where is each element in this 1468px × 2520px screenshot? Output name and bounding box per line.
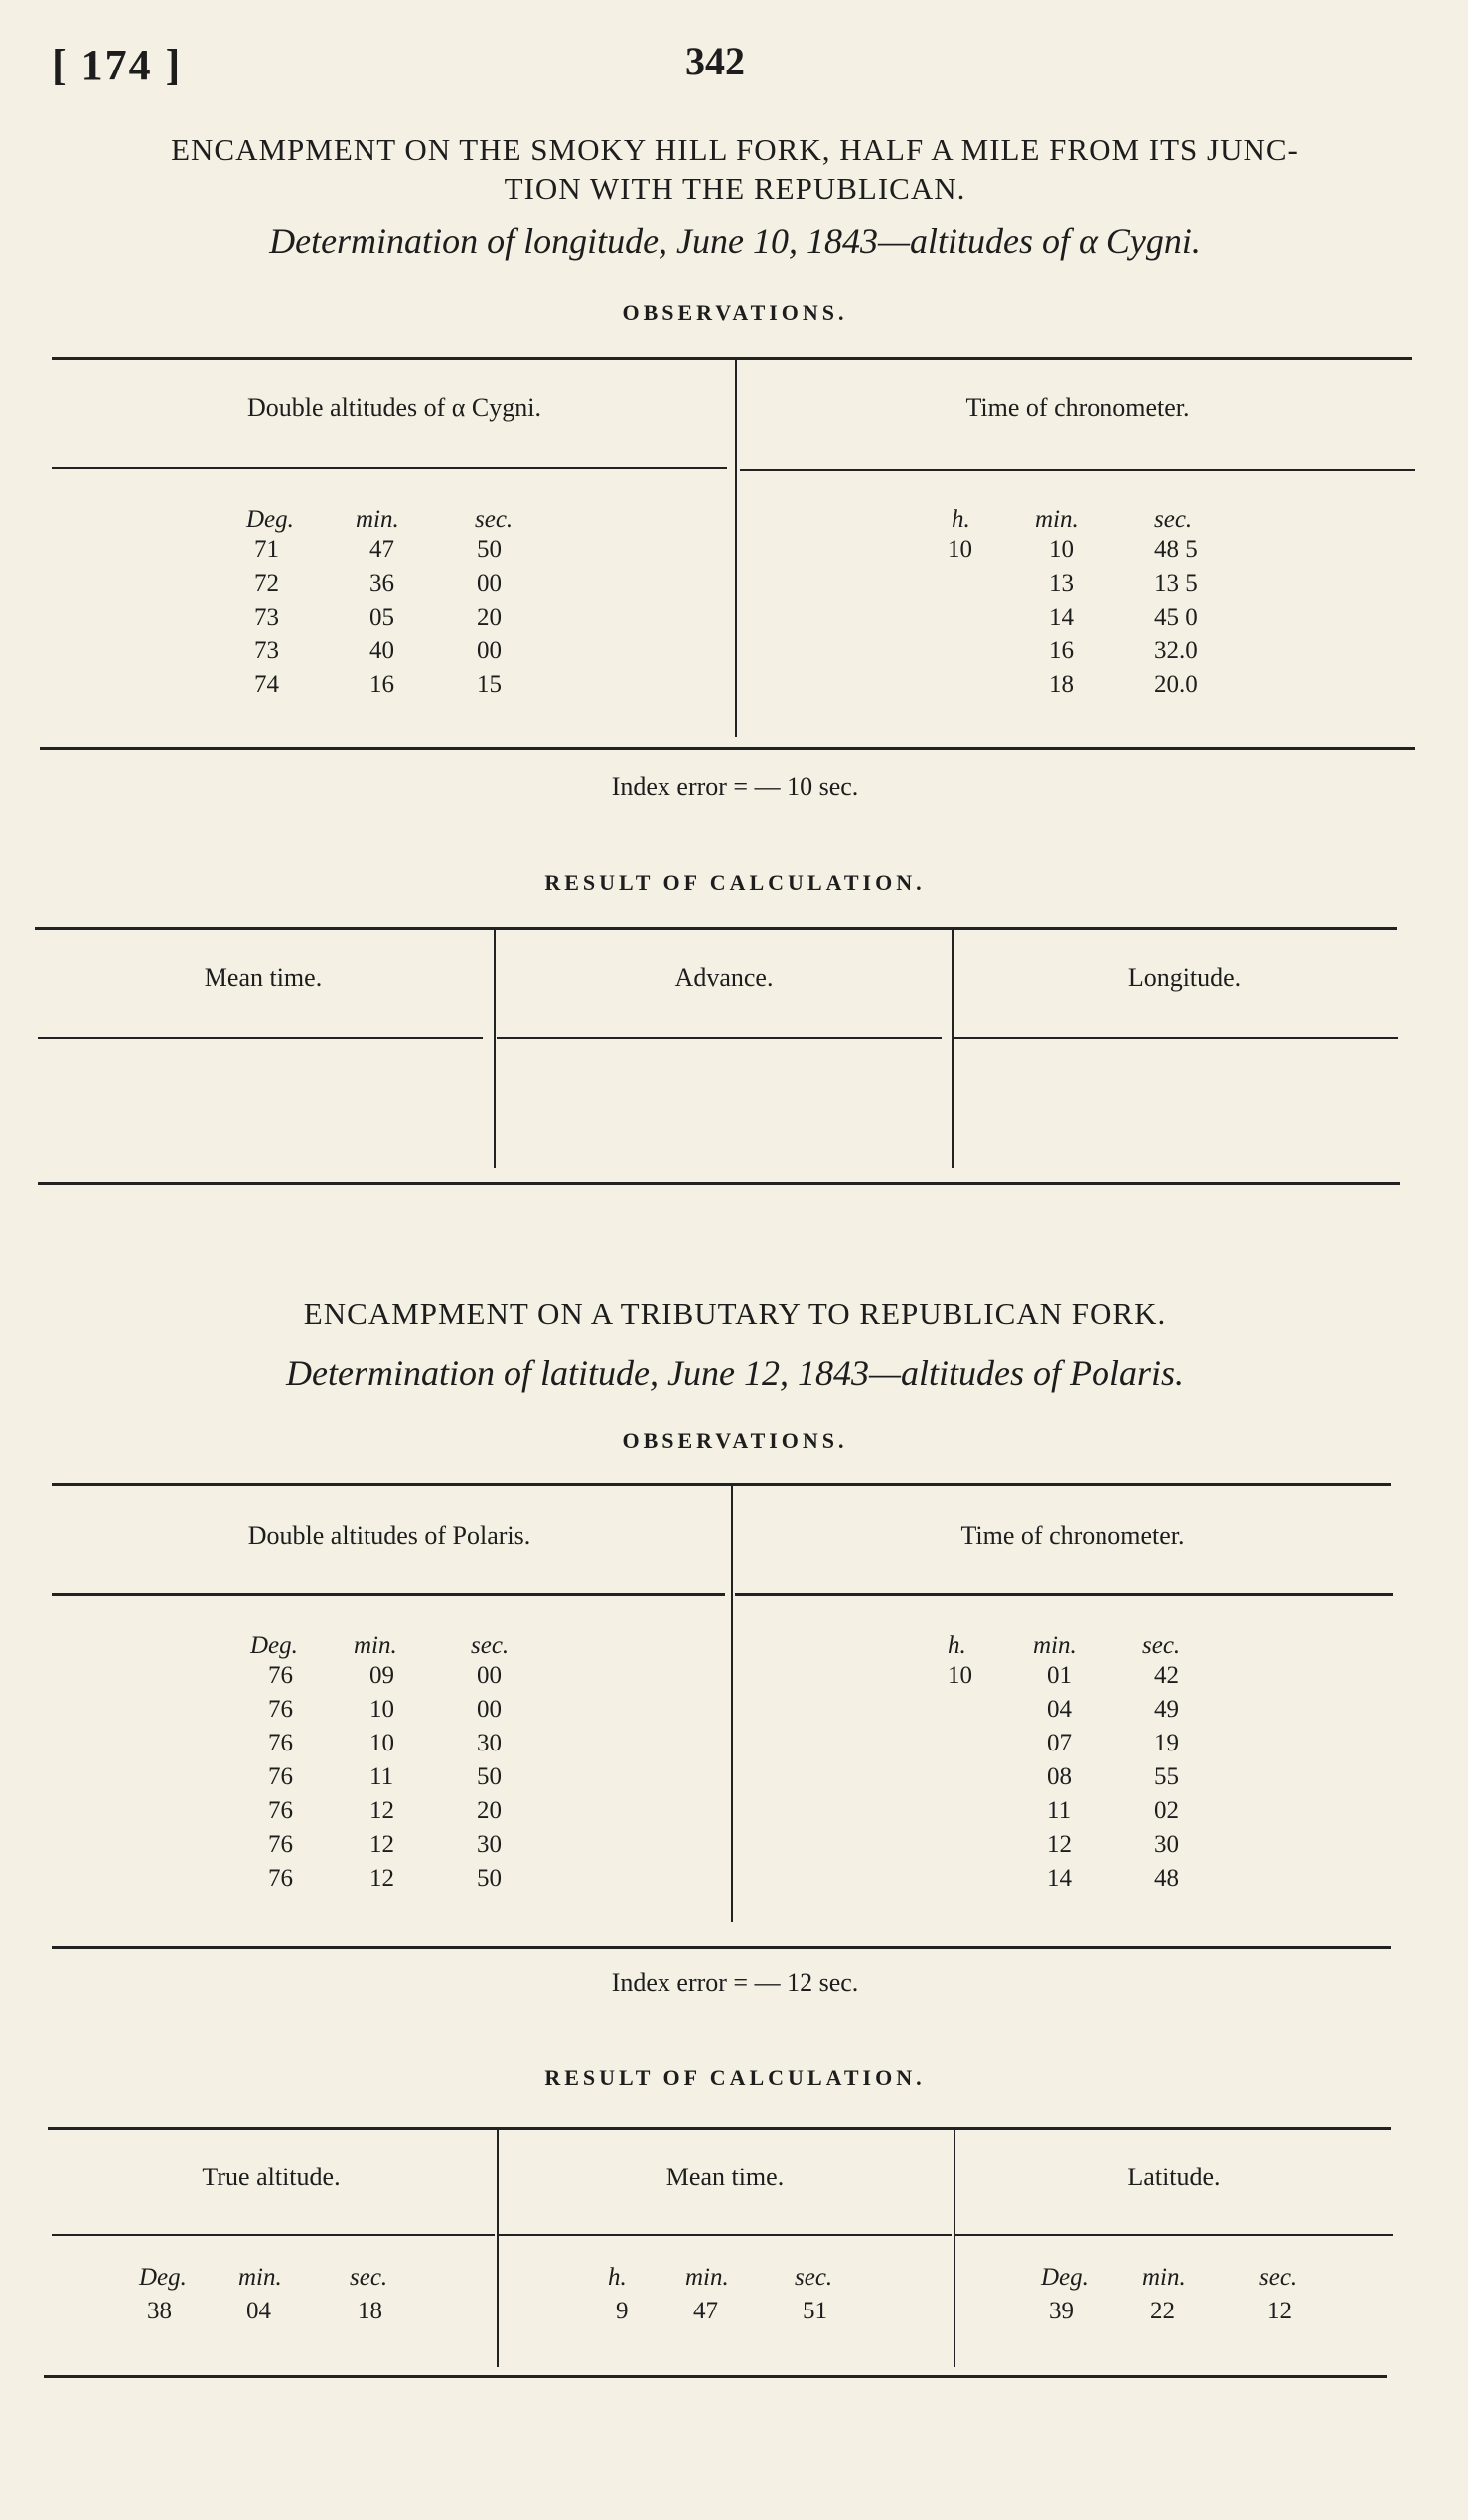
- section2-heading: ENCAMPMENT ON A TRIBUTARY TO REPUBLICAN FORK.: [303, 1296, 1167, 1330]
- s1-col-left-header: Double altitudes of α Cygni.: [247, 393, 541, 422]
- s1-left-header-rule: [52, 467, 727, 469]
- s2-left-cell-r1-c1: 10: [369, 1696, 394, 1723]
- s1-col-right-header: Time of chronometer.: [965, 393, 1190, 422]
- s1-left-cell-r2-c0: 73: [254, 604, 279, 630]
- s2-result-unit-g1-2: sec.: [795, 2264, 833, 2291]
- s1-left-cell-r2-c1: 05: [369, 604, 394, 630]
- s2-result-value-g2-2: 12: [1267, 2298, 1292, 2324]
- s2-result-header-rule-2: [499, 2234, 952, 2236]
- s1-right-cell-r4-c2: 20.0: [1154, 671, 1198, 698]
- s2-col-left-header: Double altitudes of Polaris.: [247, 1521, 531, 1550]
- s2-result-unit-g2-2: sec.: [1259, 2264, 1298, 2291]
- s1-right-header-rule: [740, 469, 1415, 471]
- s2-result-header-rule-3: [955, 2234, 1393, 2236]
- s2-col-right-header: Time of chronometer.: [960, 1521, 1185, 1550]
- s2-result-value-g0-1: 04: [246, 2298, 271, 2324]
- s2-left-cell-r3-c0: 76: [268, 1763, 293, 1790]
- s2-left-cell-r5-c1: 12: [369, 1831, 394, 1858]
- s1-left-cell-r1-c0: 72: [254, 570, 279, 597]
- s2-result-value-g0-2: 18: [358, 2298, 382, 2324]
- s2-index-error: Index error = — 12 sec.: [611, 1968, 859, 1997]
- s2-result-header-rule-1: [52, 2234, 495, 2236]
- s2-left-cell-r2-c2: 30: [477, 1730, 502, 1756]
- s2-left-cell-r6-c2: 50: [477, 1865, 502, 1891]
- s1-result-header-rule-3: [954, 1037, 1398, 1039]
- s1-left-cell-r2-c2: 20: [477, 604, 502, 630]
- s1-left-cell-r4-c2: 15: [477, 671, 502, 698]
- s2-left-cell-r5-c2: 30: [477, 1831, 502, 1858]
- s2-right-unit-h: h.: [948, 1632, 966, 1659]
- s1-left-cell-r3-c1: 40: [369, 637, 394, 664]
- s2-result-value-g1-1: 47: [693, 2298, 718, 2324]
- s1-result-label: RESULT OF CALCULATION.: [544, 870, 926, 895]
- s2-left-cell-r0-c0: 76: [268, 1662, 293, 1689]
- section1-heading: [40, 131, 1430, 209]
- s2-right-cell-r1-c2: 49: [1154, 1696, 1179, 1723]
- s1-left-cell-r0-c2: 50: [477, 536, 502, 563]
- s2-left-cell-r4-c1: 12: [369, 1797, 394, 1824]
- s2-result-unit-g0-0: Deg.: [139, 2264, 187, 2291]
- s2-right-cell-r0-c1: 01: [1047, 1662, 1072, 1689]
- s1-left-cell-r4-c1: 16: [369, 671, 394, 698]
- s1-right-unit-h: h.: [952, 506, 970, 533]
- s1-table-divider: [735, 359, 737, 737]
- s1-left-cell-r3-c2: 00: [477, 637, 502, 664]
- s2-left-cell-r3-c2: 50: [477, 1763, 502, 1790]
- s2-table-top-rule: [52, 1483, 1391, 1486]
- section1-heading-line2: TION WITH THE REPUBLICAN.: [504, 170, 966, 206]
- s2-right-header-rule: [735, 1593, 1393, 1596]
- s2-left-cell-r2-c0: 76: [268, 1730, 293, 1756]
- s2-result-unit-g1-0: h.: [608, 2264, 627, 2291]
- s2-table-bottom-rule: [52, 1946, 1391, 1949]
- s1-result-header-rule-2: [497, 1037, 942, 1039]
- s1-result-header-longitude: Longitude.: [1127, 963, 1242, 992]
- s1-left-cell-r4-c0: 74: [254, 671, 279, 698]
- s2-left-cell-r6-c0: 76: [268, 1865, 293, 1891]
- s2-right-cell-r3-c2: 55: [1154, 1763, 1179, 1790]
- s2-result-value-g1-0: 9: [616, 2298, 629, 2324]
- s1-right-cell-r0-c0: 10: [948, 536, 972, 563]
- page-bracket-number: [ 174 ]: [52, 41, 183, 89]
- s1-table-bottom-rule: [40, 747, 1415, 750]
- section2-subheading: Determination of latitude, June 12, 1843—altitudes of Polaris.: [286, 1353, 1184, 1393]
- s1-left-unit-sec: sec.: [475, 506, 514, 533]
- s1-table-top-rule: [52, 357, 1412, 360]
- s2-left-cell-r0-c1: 09: [369, 1662, 394, 1689]
- s2-left-unit-min: min.: [354, 1632, 397, 1659]
- s1-right-cell-r4-c1: 18: [1049, 671, 1074, 698]
- s2-result-unit-g2-0: Deg.: [1041, 2264, 1089, 2291]
- s2-result-value-g0-0: 38: [147, 2298, 172, 2324]
- s2-right-cell-r5-c2: 30: [1154, 1831, 1179, 1858]
- s2-result-header-true-altitude: True altitude.: [202, 2163, 341, 2191]
- s2-left-header-rule: [52, 1593, 725, 1596]
- s1-left-cell-r1-c1: 36: [369, 570, 394, 597]
- s2-right-cell-r3-c1: 08: [1047, 1763, 1072, 1790]
- s2-left-cell-r6-c1: 12: [369, 1865, 394, 1891]
- s1-right-cell-r2-c2: 45 0: [1154, 604, 1198, 630]
- s1-result-top-rule: [35, 927, 1397, 930]
- s2-left-cell-r1-c0: 76: [268, 1696, 293, 1723]
- s2-result-unit-g0-2: sec.: [350, 2264, 388, 2291]
- s2-right-cell-r0-c2: 42: [1154, 1662, 1179, 1689]
- s2-result-header-latitude: Latitude.: [1127, 2163, 1221, 2191]
- s2-result-header-mean-time: Mean time.: [665, 2163, 785, 2191]
- s2-left-cell-r2-c1: 10: [369, 1730, 394, 1756]
- s1-result-header-rule-1: [38, 1037, 483, 1039]
- s2-result-top-rule: [48, 2127, 1391, 2130]
- s2-right-unit-min: min.: [1033, 1632, 1077, 1659]
- section1-observations-label: OBSERVATIONS.: [622, 300, 848, 325]
- s2-right-cell-r4-c2: 02: [1154, 1797, 1179, 1824]
- s2-result-label: RESULT OF CALCULATION.: [544, 2065, 926, 2090]
- s2-result-unit-g0-1: min.: [238, 2264, 282, 2291]
- s2-left-unit-sec: sec.: [471, 1632, 510, 1659]
- s2-right-cell-r1-c1: 04: [1047, 1696, 1072, 1723]
- s2-result-unit-g2-1: min.: [1142, 2264, 1186, 2291]
- s1-left-cell-r0-c0: 71: [254, 536, 279, 563]
- s2-left-cell-r0-c2: 00: [477, 1662, 502, 1689]
- s2-left-cell-r4-c0: 76: [268, 1797, 293, 1824]
- s1-right-cell-r1-c2: 13 5: [1154, 570, 1198, 597]
- s1-right-cell-r0-c1: 10: [1049, 536, 1074, 563]
- section2-observations-label: OBSERVATIONS.: [622, 1428, 848, 1453]
- s1-result-bottom-rule: [38, 1182, 1400, 1185]
- s2-result-bottom-rule: [44, 2375, 1387, 2378]
- s1-left-cell-r0-c1: 47: [369, 536, 394, 563]
- s1-left-unit-min: min.: [356, 506, 399, 533]
- s1-right-cell-r3-c1: 16: [1049, 637, 1074, 664]
- s2-left-cell-r4-c2: 20: [477, 1797, 502, 1824]
- s1-result-divider-1: [494, 929, 496, 1168]
- s1-right-unit-sec: sec.: [1154, 506, 1193, 533]
- s1-left-cell-r1-c2: 00: [477, 570, 502, 597]
- s1-result-header-advance: Advance.: [674, 963, 774, 992]
- section1-subheading: Determination of longitude, June 10, 1843—altitudes of α Cygni.: [269, 221, 1201, 261]
- s2-result-value-g2-0: 39: [1049, 2298, 1074, 2324]
- s2-right-cell-r6-c2: 48: [1154, 1865, 1179, 1891]
- s1-right-cell-r2-c1: 14: [1049, 604, 1074, 630]
- s1-index-error: Index error = — 10 sec.: [611, 772, 859, 801]
- s2-right-cell-r6-c1: 14: [1047, 1865, 1072, 1891]
- s1-result-header-mean-time: Mean time.: [204, 963, 323, 992]
- s2-right-cell-r5-c1: 12: [1047, 1831, 1072, 1858]
- s2-result-unit-g1-1: min.: [685, 2264, 729, 2291]
- s2-right-unit-sec: sec.: [1142, 1632, 1181, 1659]
- s2-left-cell-r1-c2: 00: [477, 1696, 502, 1723]
- section1-heading-line1: ENCAMPMENT ON THE SMOKY HILL FORK, HALF A MILE FROM ITS JUNC-: [171, 132, 1299, 167]
- s2-result-value-g1-2: 51: [803, 2298, 827, 2324]
- s2-left-cell-r3-c1: 11: [369, 1763, 394, 1790]
- s2-right-cell-r2-c2: 19: [1154, 1730, 1179, 1756]
- page-number: 342: [685, 39, 745, 83]
- s2-right-cell-r0-c0: 10: [948, 1662, 972, 1689]
- s2-left-unit-deg: Deg.: [250, 1632, 298, 1659]
- s1-right-cell-r0-c2: 48 5: [1154, 536, 1198, 563]
- s1-left-unit-deg: Deg.: [246, 506, 294, 533]
- s1-right-cell-r1-c1: 13: [1049, 570, 1074, 597]
- s1-right-cell-r3-c2: 32.0: [1154, 637, 1198, 664]
- s2-table-divider: [731, 1485, 733, 1922]
- s2-left-cell-r5-c0: 76: [268, 1831, 293, 1858]
- s2-right-cell-r4-c1: 11: [1047, 1797, 1072, 1824]
- s2-result-value-g2-1: 22: [1150, 2298, 1175, 2324]
- s2-right-cell-r2-c1: 07: [1047, 1730, 1072, 1756]
- s1-left-cell-r3-c0: 73: [254, 637, 279, 664]
- s1-right-unit-min: min.: [1035, 506, 1079, 533]
